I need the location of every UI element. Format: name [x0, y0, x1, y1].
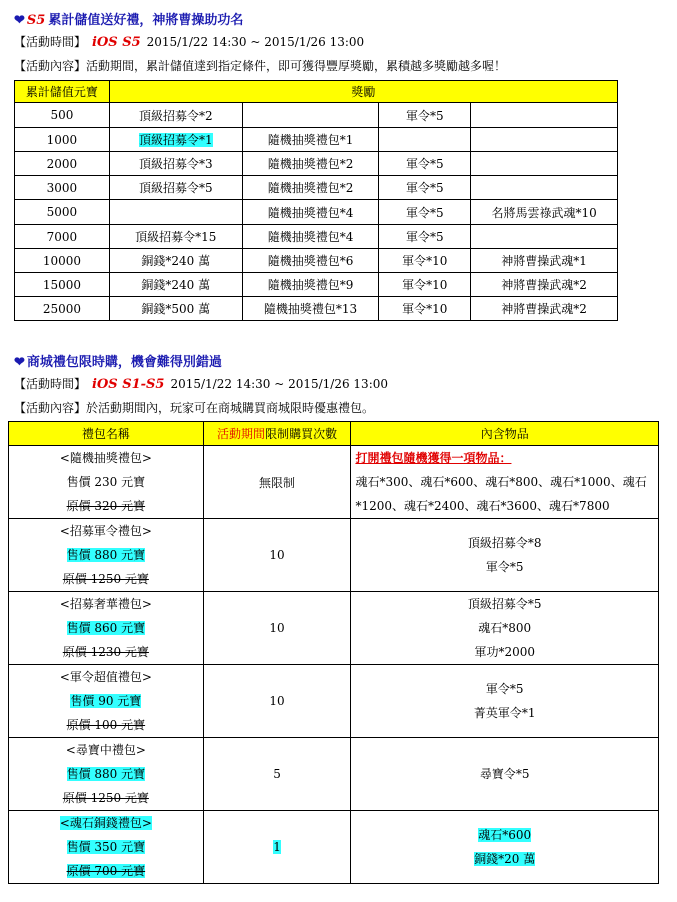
pack-name: <招募奢華禮包>	[59, 597, 152, 611]
table-cell: 隨機抽獎禮包*9	[242, 273, 379, 297]
table-cell	[379, 128, 471, 152]
pack-row	[9, 665, 659, 738]
content-label: 【活動內容】	[14, 59, 87, 73]
table-row	[15, 176, 618, 200]
pack-item: 魂石*600	[478, 828, 532, 842]
pack-item: 軍令*5	[485, 682, 524, 696]
content-text: 活動期間，累計儲值達到指定條件，即可獲得豐厚獎勵，累積越多獎勵越多喔！	[86, 59, 507, 73]
table-cell: 10000	[15, 249, 110, 273]
table-row	[15, 152, 618, 176]
header-reward: 獎勵	[109, 81, 617, 103]
pack-name-cell	[9, 446, 204, 519]
table-cell	[109, 128, 242, 152]
pack-limit: 10	[269, 694, 285, 708]
time-value: 2015/1/22 14:30 ~ 2015/1/26 13:00	[170, 377, 389, 391]
pack-limit-cell	[203, 738, 351, 811]
highlighted-text: 頂級招募令*1	[138, 133, 213, 147]
table-cell: 2000	[15, 152, 110, 176]
pack-name-cell	[9, 519, 204, 592]
time-value: 2015/1/22 14:30 ~ 2015/1/26 13:00	[146, 35, 365, 49]
table-cell	[471, 152, 618, 176]
table-cell: 隨機抽獎禮包*4	[242, 200, 379, 225]
table-cell	[471, 128, 618, 152]
table-cell: 15000	[15, 273, 110, 297]
pack-orig: 原價 100 元寶	[66, 718, 146, 732]
table-row	[15, 128, 618, 152]
pack-row	[9, 519, 659, 592]
pack-limit-cell	[203, 665, 351, 738]
pack-price: 售價 350 元寶	[66, 840, 146, 854]
table-cell: 軍令*10	[379, 297, 471, 321]
reward-table	[14, 80, 618, 321]
section2-title: 商城禮包限時購，機會難得別錯過	[26, 355, 222, 370]
pack-items-title: 打開禮包隨機獲得一項物品：	[355, 451, 512, 465]
pack-items-cell	[351, 446, 659, 519]
pack-limit-cell	[203, 519, 351, 592]
table-row	[15, 297, 618, 321]
pack-orig: 原價 1250 元寶	[62, 572, 149, 586]
table-cell: 7000	[15, 225, 110, 249]
table-cell: 名將馬雲祿武魂*10	[471, 200, 618, 225]
table-cell: 神將曹操武魂*1	[471, 249, 618, 273]
pack-price: 售價 230 元寶	[66, 475, 146, 489]
pack-item: 魂石*800	[478, 621, 532, 635]
table-cell: 銅錢*500 萬	[109, 297, 242, 321]
table-cell: 500	[15, 103, 110, 128]
pack-price: 售價 90 元寶	[70, 694, 142, 708]
pack-items-cell	[351, 592, 659, 665]
pack-item: 軍功*2000	[474, 645, 535, 659]
table-cell	[471, 176, 618, 200]
table-cell: 5000	[15, 200, 110, 225]
pack-name: <軍令超值禮包>	[59, 670, 152, 684]
table-cell: 隨機抽獎禮包*6	[242, 249, 379, 273]
section1-content	[14, 57, 506, 75]
pack-limit-cell	[203, 446, 351, 519]
section2-heading	[14, 351, 222, 370]
pack-item: 尋寶令*5	[479, 767, 530, 781]
pack-name-cell	[9, 811, 204, 884]
table-cell: 銅錢*240 萬	[109, 273, 242, 297]
content-label: 【活動內容】	[14, 401, 87, 415]
pack-limit-cell	[203, 811, 351, 884]
table-cell	[471, 225, 618, 249]
pack-name-cell	[9, 665, 204, 738]
header-limit-rest: 限制購買次數	[265, 427, 338, 441]
table-cell: 軍令*5	[379, 176, 471, 200]
table-row	[15, 273, 618, 297]
section1-time	[14, 33, 364, 52]
table-cell: 軍令*10	[379, 249, 471, 273]
pack-item: 頂級招募令*8	[467, 536, 542, 550]
section1-title: 累計儲值送好禮，神將曹操助功名	[48, 13, 244, 28]
pack-limit-cell	[203, 592, 351, 665]
table-row	[15, 225, 618, 249]
pack-row	[9, 811, 659, 884]
pack-limit: 無限制	[259, 475, 296, 490]
table-cell	[242, 103, 379, 128]
time-label: 【活動時間】	[14, 377, 87, 391]
pack-items-cell	[351, 519, 659, 592]
table-cell: 軍令*5	[379, 200, 471, 225]
table-cell: 3000	[15, 176, 110, 200]
content-text: 於活動期間內，玩家可在商城購買商城限時優惠禮包。	[86, 401, 375, 415]
table-cell: 頂級招募令*5	[109, 176, 242, 200]
table-cell: 軍令*10	[379, 273, 471, 297]
section2-time	[14, 375, 388, 394]
table-cell: 25000	[15, 297, 110, 321]
table-row	[15, 200, 618, 225]
header-cumulative: 累計儲值元寶	[15, 81, 110, 103]
table-cell: 神將曹操武魂*2	[471, 297, 618, 321]
table-cell: 隨機抽獎禮包*1	[242, 128, 379, 152]
pack-item: 軍令*5	[485, 560, 524, 574]
header-pack-name: 禮包名稱	[9, 422, 204, 446]
pack-price: 售價 880 元寶	[66, 767, 146, 781]
pack-limit: 5	[273, 767, 281, 781]
table-cell: 軍令*5	[379, 225, 471, 249]
time-label: 【活動時間】	[14, 35, 87, 49]
table-cell: 軍令*5	[379, 103, 471, 128]
table-row	[15, 103, 618, 128]
pack-price: 售價 880 元寶	[66, 548, 146, 562]
pack-items-cell	[351, 665, 659, 738]
pack-table	[8, 421, 659, 884]
table-cell: 頂級招募令*3	[109, 152, 242, 176]
header-limit	[203, 422, 351, 446]
pack-items-cell	[351, 811, 659, 884]
pack-orig: 原價 700 元寶	[66, 864, 146, 878]
time-tag: iOS S1-S5	[92, 377, 165, 392]
table-cell: 隨機抽獎禮包*4	[242, 225, 379, 249]
pack-name: <隨機抽獎禮包>	[59, 451, 152, 465]
pack-orig: 原價 320 元寶	[66, 499, 146, 513]
section1-heading	[14, 9, 243, 28]
header-items: 內含物品	[351, 422, 659, 446]
heart-icon: ❤	[14, 13, 25, 28]
pack-name: <招募軍令禮包>	[59, 524, 152, 538]
pack-row	[9, 592, 659, 665]
pack-items-text: 魂石*300、魂石*600、魂石*800、魂石*1000、魂石*1200、魂石*2400、魂石*3600、魂石*7800	[355, 475, 647, 513]
pack-items-cell	[351, 738, 659, 811]
pack-name: <尋寶中禮包>	[65, 743, 146, 757]
pack-orig: 原價 1230 元寶	[62, 645, 149, 659]
pack-limit: 1	[273, 840, 281, 854]
header-limit-red: 活動期間	[217, 427, 266, 441]
table-cell: 隨機抽獎禮包*13	[242, 297, 379, 321]
table-cell: 1000	[15, 128, 110, 152]
pack-row	[9, 446, 659, 519]
time-tag: iOS S5	[92, 35, 141, 50]
pack-price: 售價 860 元寶	[66, 621, 146, 635]
pack-limit: 10	[269, 548, 285, 562]
heart-icon: ❤	[14, 355, 25, 370]
section2-content	[14, 399, 374, 417]
table-cell: 隨機抽獎禮包*2	[242, 176, 379, 200]
pack-name: <魂石銅錢禮包>	[59, 816, 152, 830]
pack-item: 銅錢*20 萬	[474, 852, 536, 866]
section1-tag: S5	[26, 13, 46, 28]
table-cell: 隨機抽獎禮包*2	[242, 152, 379, 176]
table-cell: 軍令*5	[379, 152, 471, 176]
table-cell: 頂級招募令*15	[109, 225, 242, 249]
pack-item: 頂級招募令*5	[467, 597, 542, 611]
table-cell	[471, 103, 618, 128]
table-cell: 神將曹操武魂*2	[471, 273, 618, 297]
table-cell	[109, 200, 242, 225]
table-cell: 頂級招募令*2	[109, 103, 242, 128]
table-cell: 銅錢*240 萬	[109, 249, 242, 273]
pack-item: 菁英軍令*1	[473, 706, 536, 720]
pack-row	[9, 738, 659, 811]
pack-name-cell	[9, 592, 204, 665]
pack-orig: 原價 1250 元寶	[62, 791, 149, 805]
table-row	[15, 249, 618, 273]
pack-name-cell	[9, 738, 204, 811]
pack-limit: 10	[269, 621, 285, 635]
